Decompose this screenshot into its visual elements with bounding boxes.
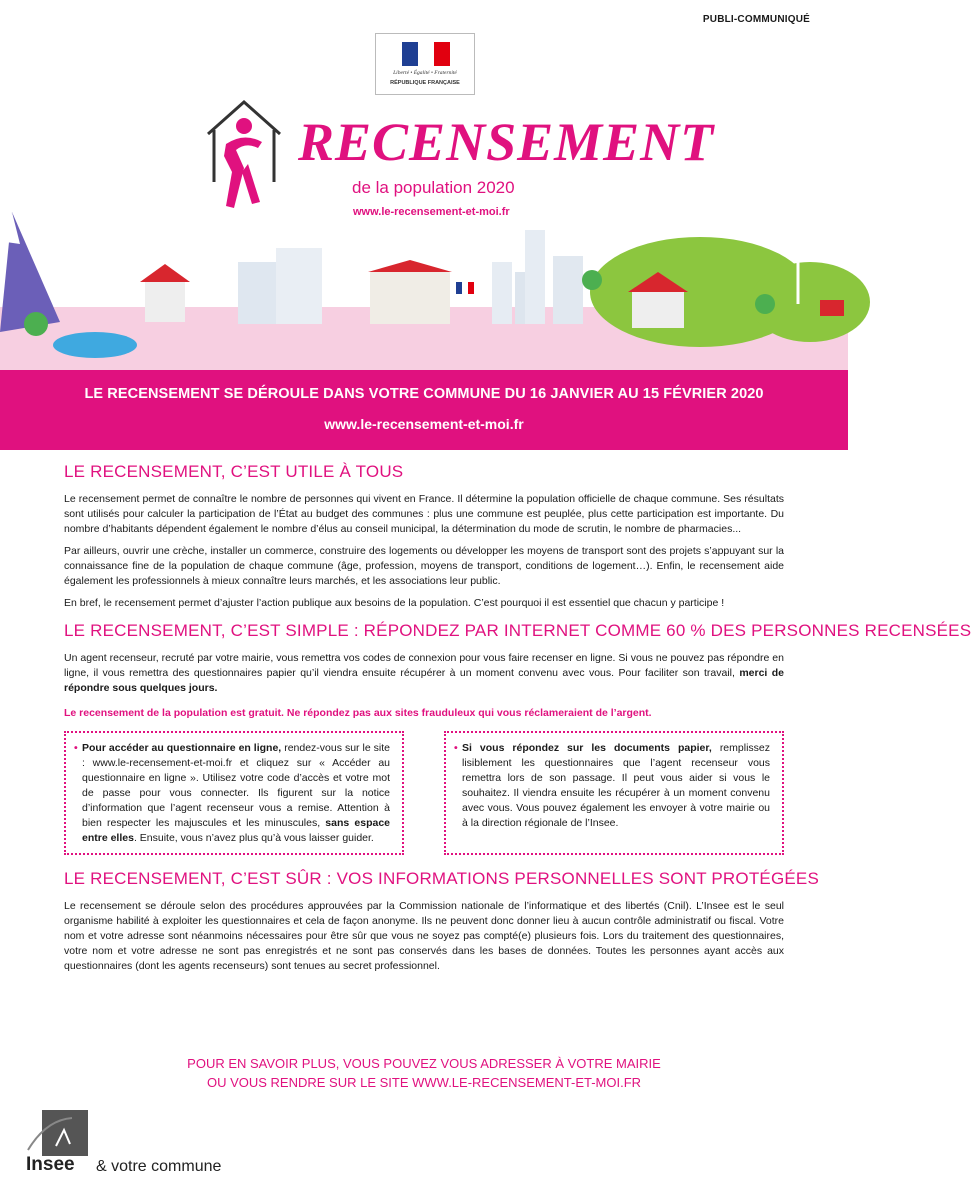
fraud-warning: Le recensement de la population est gratuit. Ne répondez pas aux sites frauduleux qui vous réclameraient de l’argent. [64,707,652,719]
population-2020-subtitle: de la population 2020 [352,178,515,197]
insee-wordmark: Insee [26,1154,75,1175]
online-instructions: • Pour accéder au questionnaire en ligne, rendez-vous sur le site : www.le-recensement-et-moi.fr et cliquez sur « Accéder au questionnaire en ligne ». Utilisez votre code d’accès et votre mot de passe pour vous connecter. Ils figurent sur la notice d’information que l’agent recenseur vous a remise. Attention à bien respecter les majuscules et les minuscules, sans espace entre elles. Ensuite, vous n’avez plus qu’à vous laisser guider. [74,742,390,844]
votre-commune-label: & votre commune [96,1158,222,1175]
section-title-utile: LE RECENSEMENT, C’EST UTILE À TOUS [64,462,404,481]
utile-paragraph-3: En bref, le recensement permet d’ajuster l’action publique aux besoins de la population. C’est pourquoi il est essentiel que chacun y participe ! [64,597,725,609]
simple-paragraph-1: Un agent recenseur, recruté par votre mairie, vous remettra vos codes de connexion pour vous faire recenser en ligne. Si vous ne pouvez pas répondre en ligne, il vous remettra des questionnaires papier qu’il viendra ensuite récupérer à un moment convenu avec vous. Pour faciliter son travail, merci de répondre sous quelques jours. [64,652,784,694]
section-title-simple: LE RECENSEMENT, C’EST SIMPLE : RÉPONDEZ PAR INTERNET COMME 60 % DES PERSONNES RECENSÉES [64,621,971,640]
paper-box [444,731,784,855]
response-options [64,731,784,855]
banner-website-link[interactable]: www.le-recensement-et-moi.fr [324,416,524,432]
census-dates: LE RECENSEMENT SE DÉROULE DANS VOTRE COMMUNE DU 16 JANVIER AU 15 FÉVRIER 2020 [84,386,764,402]
logo-website-link[interactable]: www.le-recensement-et-moi.fr [353,206,510,218]
dates-banner [0,370,848,450]
french-flag-icon [402,42,450,66]
paper-instructions: • Si vous répondez sur les documents papier, remplissez lisiblement les questionnaires que l’agent recenseur vous remettra lors de son passage. Il peut vous aider si vous le souhaitez. Il viendra ensuite les récupérer à un moment convenu avec vous. Vous pouvez également les envoyer à votre mairie ou à la direction régionale de l’Insee. [454,742,770,829]
article-body [64,462,971,981]
recensement-title: RECENSEMENT [298,112,715,172]
insee-logo-icon [26,1110,88,1156]
house-person-icon [204,98,284,216]
republic-motto: Liberté • Égalité • Fraternité [393,70,457,76]
utile-paragraph-1: Le recensement permet de connaître le nombre de personnes qui vivent en France. Il détermine la population officielle de chaque commune. Ses résultats sont utilisés pour calculer la participation de l’État au budget des communes : plus une commune est peuplée, plus cette participation est importante. Du nombre d’habitants dépendent également le nombre d’élus au conseil municipal, la détermination du mode de scrutin, le nombre de pharmacies... [64,493,784,535]
marianne-logo [375,33,475,95]
republique-francaise-label: RÉPUBLIQUE FRANÇAISE [390,80,460,86]
more-info-line-2: OU VOUS RENDRE SUR LE SITE WWW.LE-RECENSEMENT-ET-MOI.FR [206,1075,642,1090]
publi-communique-label: PUBLI-COMMUNIQUÉ [702,14,810,25]
section-title-sur: LE RECENSEMENT, C’EST SÛR : VOS INFORMATIONS PERSONNELLES SONT PROTÉGÉES [64,869,819,888]
more-info [0,1054,848,1092]
utile-paragraph-2: Par ailleurs, ouvrir une crèche, installer un commerce, construire des logements ou développer les moyens de transport sont des projets s’appuyant sur la connaissance fine de la population de chaque commune (âge, profession, moyens de transport, conditions de logement…). Enfin, le recensement aide également les professionnels à mieux connaître leurs marchés, et les associations leur public. [64,545,784,587]
more-info-line-1: POUR EN SAVOIR PLUS, VOUS POUVEZ VOUS ADRESSER À VOTRE MAIRIE [187,1056,661,1071]
online-box [64,731,404,855]
sur-paragraph-1: Le recensement se déroule selon des procédures approuvées par la Commission nationale de l’informatique et des libertés (Cnil). L’Insee est le seul organisme habilité à exploiter les questionnaires et cela de façon anonyme. Ils ne peuvent donc donner lieu à aucun contrôle administratif ou fiscal. Votre nom et votre adresse sont néanmoins nécessaires pour être sûr que vous ne soyez pas compté(e) plusieurs fois. Lors du traitement des questionnaires, votre nom et votre adresse ne sont pas enregistrés et ne sont pas conservés dans les bases de données. Toutes les personnes ayant accès aux questionnaires (dont les agents recenseurs) sont tenues au secret professionnel. [64,900,784,972]
town-illustration [0,212,848,372]
